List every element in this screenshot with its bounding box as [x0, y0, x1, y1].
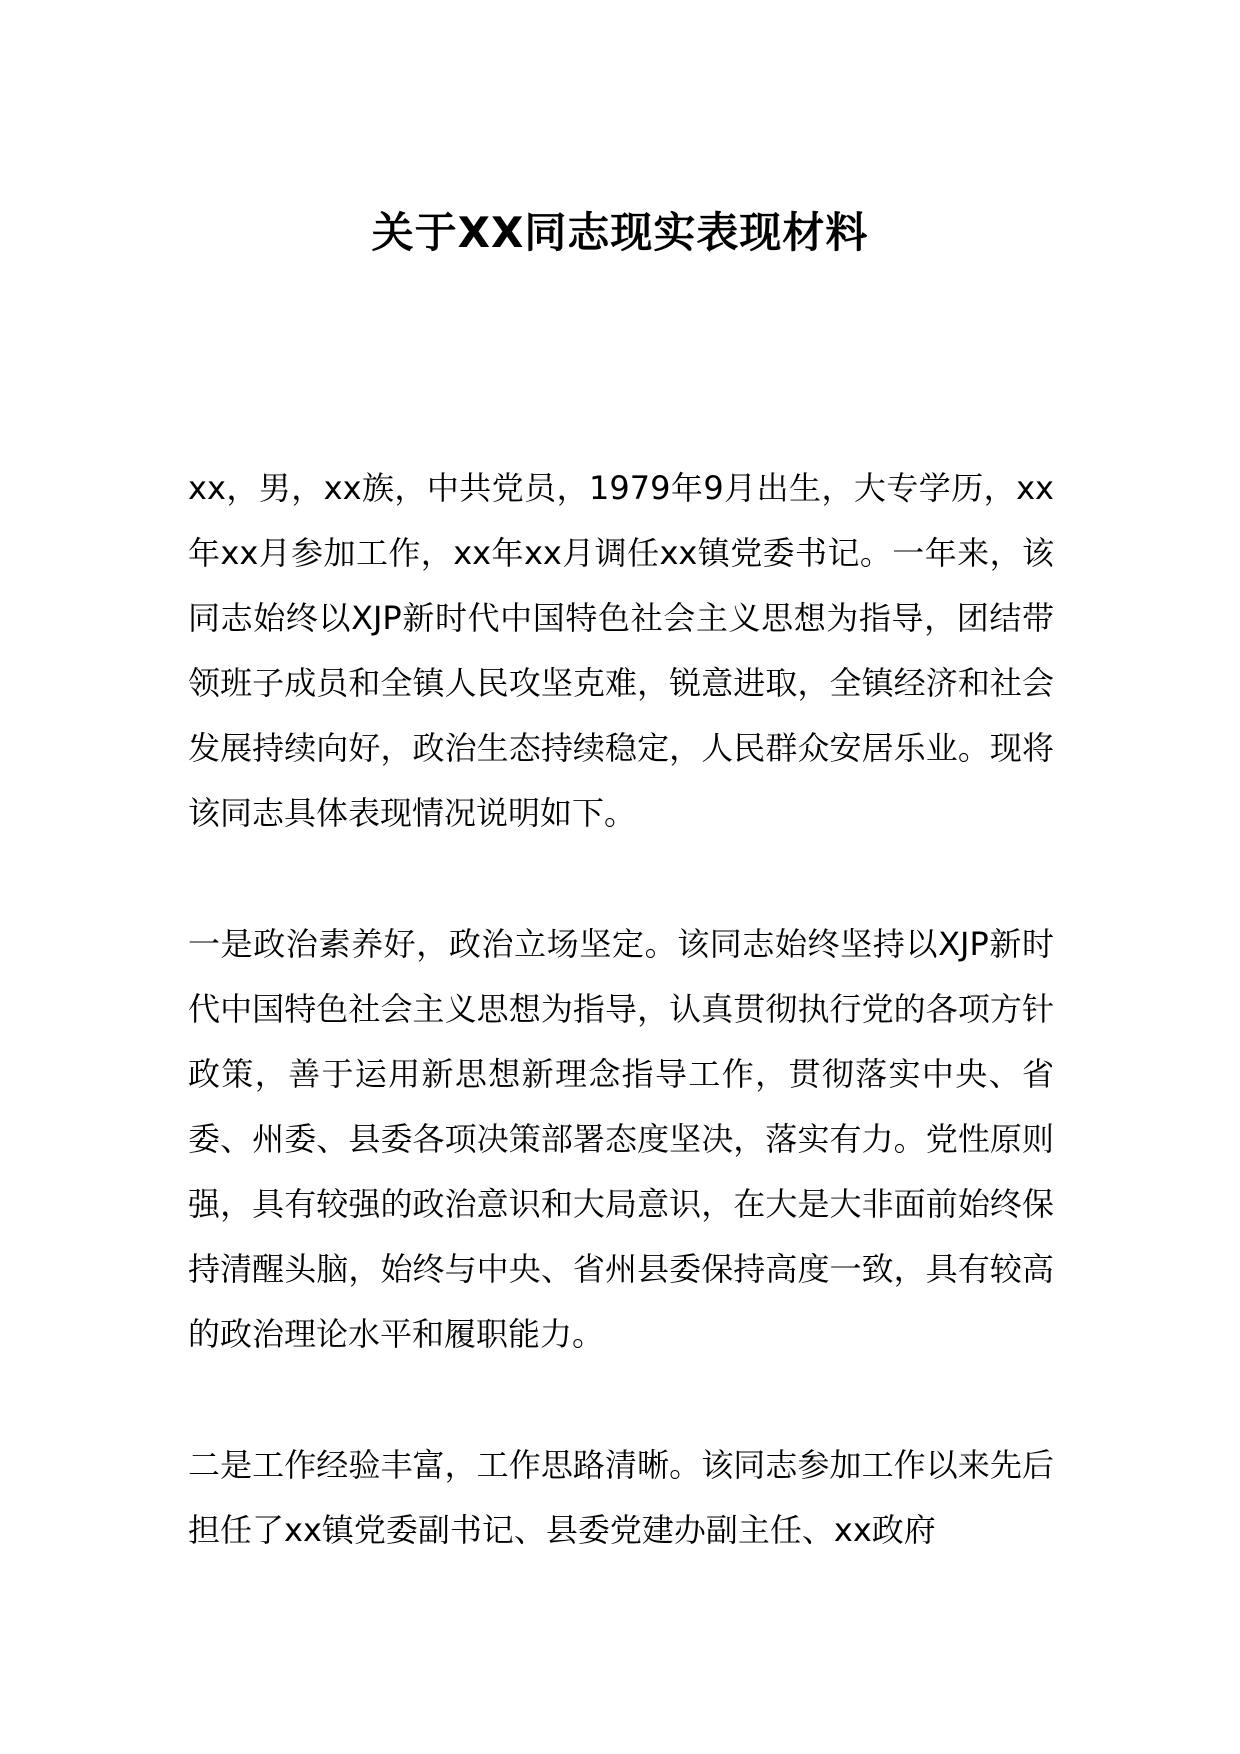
paragraph-political-quality: 一是政治素养好，政治立场坚定。该同志始终坚持以XJP新时代中国特色社会主义思想为指导，认真贯彻执行党的各项方针政策，善于运用新思想新理念指导工作，贯彻落实中央、省委、州委、县委各项决策部署态度坚决，落实有力。党性原则强，具有较强的政治意识和大局意识，在大是大非面前始终保持清醒头脑，始终与中央、省州县委保持高度一致，具有较高的政治理论水平和履职能力。	[188, 925, 1054, 1353]
document-title: 关于XX同志现实表现材料	[371, 208, 869, 257]
paragraph-work-experience: 二是工作经验丰富，工作思路清晰。该同志参加工作以来先后担任了xx镇党委副书记、县委党建办副主任、xx政府	[188, 1446, 1054, 1549]
document-body	[188, 456, 1054, 1628]
paragraph-intro: xx，男，xx族，中共党员，1979年9月出生，大专学历，xx年xx月参加工作，xx年xx月调任xx镇党委书记。一年来，该同志始终以XJP新时代中国特色社会主义思想为指导，团结带领班子成员和全镇人民攻坚克难，锐意进取，全镇经济和社会发展持续向好，政治生态持续稳定，人民群众安居乐业。现将该同志具体表现情况说明如下。	[188, 469, 1054, 832]
